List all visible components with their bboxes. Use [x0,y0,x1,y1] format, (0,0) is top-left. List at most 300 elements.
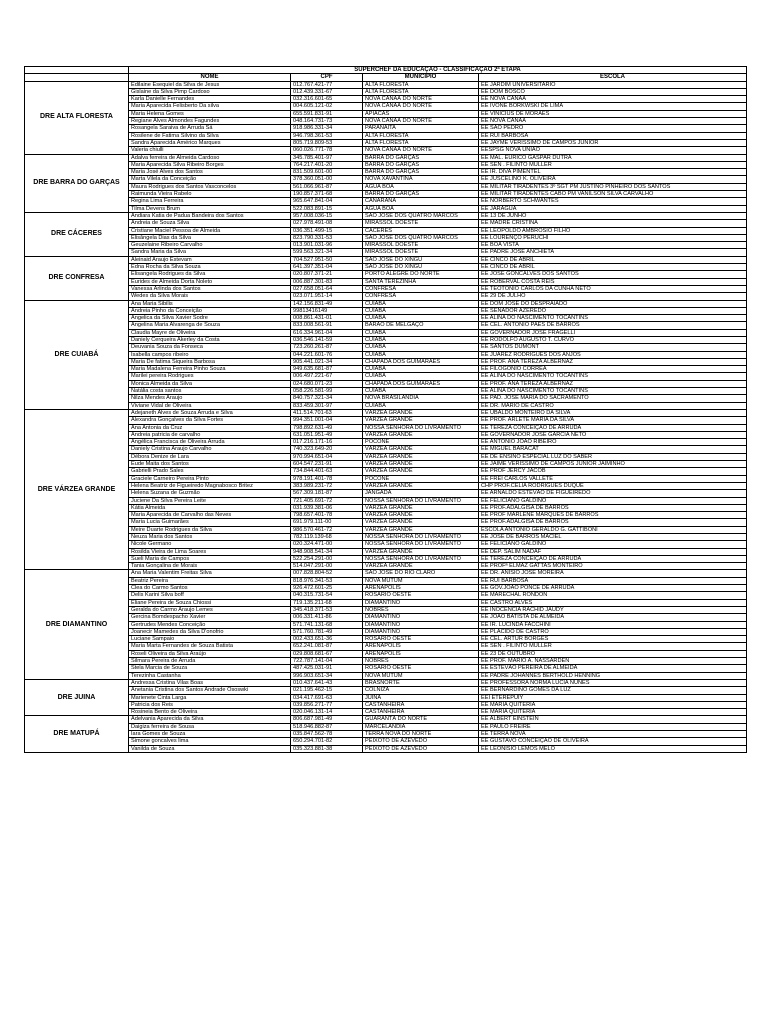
escola-cell: EE MIGUEL BARACAT [479,446,747,453]
municipio-cell: CUIABÁ [363,329,479,336]
table-body [25,81,747,752]
cpf-cell: 561.066.961-87 [291,183,363,190]
nome-cell: Ana Antonia da Cruz [129,424,291,431]
municipio-cell: ÁGUA BOA [363,183,479,190]
municipio-cell: JANGADA [363,490,479,497]
nome-cell: Maria Aparecida de Carvalho das Neves [129,512,291,519]
nome-cell: Claudia Mayre de Oliveira [129,329,291,336]
nome-cell: Maria Marta Fernandes de Souza Batista [129,643,291,650]
table-row [25,606,747,613]
municipio-cell: SÃO JOSÉ DO XINGU [363,256,479,263]
municipio-cell: BARRA DO GARÇAS [363,161,479,168]
municipio-cell: NOVA MUTUM [363,672,479,679]
municipio-cell: VÁRZEA GRANDE [363,468,479,475]
municipio-cell: VÁRZEA GRANDE [363,548,479,555]
cpf-cell: 487.425.031-91 [291,665,363,672]
table-row [25,628,747,635]
cpf-cell: 006.331.411-86 [291,614,363,621]
nome-cell: Tania Gonçalina de Morais [129,563,291,570]
nome-cell: Andreia de Souza Silva [129,220,291,227]
nome-cell: Geralda do Carmo Araujo Lemes [129,606,291,613]
nome-cell: Elisângela Dias da Silva [129,234,291,241]
municipio-cell: POCONÉ [363,439,479,446]
header-cpf: CPF [291,74,363,81]
table-row [25,672,747,679]
cpf-cell: 996.903.651-34 [291,672,363,679]
cpf-cell: 740.323.649-20 [291,446,363,453]
municipio-cell: CHAPADA DOS GUIMARÃES [363,358,479,365]
nome-cell: Rosilda Vieira de Lima Soares [129,548,291,555]
cpf-cell: 012.767.421-77 [291,81,363,88]
table-row [25,614,747,621]
nome-cell: Ana Maria Sibilis [129,300,291,307]
nome-cell: Marta Vilela da Conceição [129,176,291,183]
municipio-cell: VÁRZEA GRANDE [363,519,479,526]
cpf-cell: 978.191.401-78 [291,475,363,482]
table-row [25,147,747,154]
cpf-cell: 957.008.036-15 [291,212,363,219]
escola-cell: EE JOSE DE BARROS MACIEL [479,534,747,541]
escola-cell: EE DOM JOSE DO DESPRAIADO [479,300,747,307]
cpf-cell: 704.527.951-50 [291,256,363,263]
table-row [25,563,747,570]
nome-cell: Angelica da Silva Xavier Sodre [129,315,291,322]
table-row [25,96,747,103]
escola-cell: EE ESTEVÃO PEREIRA DE ALMEIDA [479,665,747,672]
cpf-cell: 002.433.651-36 [291,636,363,643]
escola-cell: EE ANTONIO JOÃO RIBEIRO [479,439,747,446]
table-row [25,439,747,446]
municipio-cell: CÁCERES [363,227,479,234]
escola-cell: EE PAULO FREIRE [479,723,747,730]
dre-label: DRE ALTA FLORESTA [25,81,129,154]
escola-cell: EE RODOLFO AUGUSTO T. CURVO [479,336,747,343]
nome-cell: Sueli Maria de Campos [129,555,291,562]
escola-cell: EE ALINA DO NASCIMENTO TOCANTINS [479,373,747,380]
escola-cell: EE PROF. ARLETE MARIA DA SILVA [479,417,747,424]
municipio-cell: DIAMANTINO [363,621,479,628]
cpf-cell: 604.547.231-91 [291,461,363,468]
cpf-cell: 020.807.371-21 [291,271,363,278]
cpf-cell: 345.785.401-97 [291,154,363,161]
municipio-cell: VÁRZEA GRANDE [363,526,479,533]
nome-cell: Marienete Cinta Larga [129,694,291,701]
nome-cell: Viviane Vidal de Oliveira [129,402,291,409]
nome-cell: Daniely Cristina Araujo Carvalho [129,446,291,453]
municipio-cell: ALTA FLORESTA [363,132,479,139]
escola-cell: ESCOLA ANTONIO GERALDO G. GATTIBONI [479,526,747,533]
escola-cell: EE CINCO DE ABRIL [479,256,747,263]
nome-cell: Beatriz Pereira [129,577,291,584]
municipio-cell: DIAMANTINO [363,614,479,621]
escola-cell: EESPSG NOVA UNIAO [479,147,747,154]
nome-cell: Nicole Germano [129,541,291,548]
cpf-cell: 060.026.771-78 [291,147,363,154]
municipio-cell: CUIABÁ [363,307,479,314]
cpf-cell: 926.472.601-25 [291,585,363,592]
cpf-cell: 652.241.081-87 [291,643,363,650]
escola-cell: EE JOSE GONCALVES DOS SANTOS [479,271,747,278]
nome-cell: Andressa Cristina Vilas Boas [129,679,291,686]
municipio-cell: VÁRZEA GRANDE [363,563,479,570]
nome-cell: Daigiza ferreira de Sousa [129,723,291,730]
cpf-cell: 020.324.471-00 [291,541,363,548]
municipio-cell: CUIABÁ [363,351,479,358]
cpf-cell: 986.570.461-72 [291,526,363,533]
cpf-cell: 616.334.961-04 [291,329,363,336]
escola-cell: EE CEL. ANTONIO PAES DE BARROS [479,322,747,329]
municipio-cell: ARENÁPOLIS [363,585,479,592]
title-row [25,67,747,74]
nome-cell: Neuza Maria dos Santos [129,534,291,541]
table-row [25,650,747,657]
nome-cell: Anetania Cristina dos Santos Andrade Ososwki [129,687,291,694]
cpf-cell: 99813416149 [291,307,363,314]
municipio-cell: NOBRES [363,658,479,665]
escola-cell: EE SENADOR AZEREDO [479,307,747,314]
escola-cell: EE UBALDO MONTEIRO DA SILVA [479,409,747,416]
municipio-cell: NOSSA SENHORA DO LIVRAMENTO [363,541,479,548]
table-row [25,409,747,416]
nome-cell: Maria Madalena Ferreira Pinho Souza [129,366,291,373]
nome-cell: Nilza Mendes Araujo [129,395,291,402]
table-row [25,285,747,292]
nome-cell: Ana Maria Valentim Freitas Silva [129,570,291,577]
nome-cell: Valeria chiulli [129,147,291,154]
table-row [25,570,747,577]
cpf-cell: 948.908.541-34 [291,548,363,555]
cpf-cell: 008.861.431-01 [291,315,363,322]
dre-label: DRE CÁCERES [25,212,129,256]
nome-cell: Sandra Aparecida Américo Marques [129,139,291,146]
cpf-cell: 798.657.401-78 [291,512,363,519]
escola-cell: EE SANTOS DUMONT [479,344,747,351]
municipio-cell: CONFRESA [363,285,479,292]
cpf-cell: 650.294.701-82 [291,738,363,745]
escola-cell: EE BOA VISTA [479,242,747,249]
municipio-cell: CASTANHEIRA [363,701,479,708]
municipio-cell: VÁRZEA GRANDE [363,446,479,453]
nome-cell: Maria José Alves dos Santos [129,169,291,176]
escola-cell: EE DEP. SALIM NADAF [479,548,747,555]
escola-cell: EE LEOPOLDO AMBROSIO FILHO [479,227,747,234]
table-row [25,125,747,132]
table-row [25,183,747,190]
cpf-cell: 806.687.981-49 [291,716,363,723]
escola-cell: EE ALINA DO NASCIMENTO TOCANTINS [479,315,747,322]
cpf-cell: 017.216.171-16 [291,439,363,446]
nome-cell: Maria Lucia Guimarães [129,519,291,526]
table-row [25,395,747,402]
table-row [25,110,747,117]
nome-cell: Gabrielli Prado Sales [129,468,291,475]
cpf-cell: 035.847.562-78 [291,731,363,738]
escola-cell: EE DR. ANISIO JOSE MOREIRA [479,570,747,577]
cpf-cell: 044.221.601-76 [291,351,363,358]
municipio-cell: NOSSA SENHORA DO LIVRAMENTO [363,424,479,431]
cpf-cell: 764.217.401-20 [291,161,363,168]
escola-cell: EE DOM BOSCO [479,88,747,95]
table-row [25,512,747,519]
corner-cell [25,67,129,74]
table-row [25,161,747,168]
municipio-cell: CHAPADA DOS GUIMARÃES [363,380,479,387]
table-row [25,242,747,249]
header-escola: ESCOLA [479,74,747,81]
escola-cell: EE DE ENSINO ESPECIAL LUZ DO SABER [479,453,747,460]
municipio-cell: ALTA FLORESTA [363,88,479,95]
cpf-cell: 024.680.071-23 [291,380,363,387]
cpf-cell: 641.397.351-04 [291,264,363,271]
nome-cell: Aleinaid Araujo Estevam [129,256,291,263]
table-row [25,534,747,541]
cpf-cell: 965.647.841-04 [291,198,363,205]
cpf-cell: 691.979.111-00 [291,519,363,526]
escola-cell: EE GOVERNADOR JOSÉ FRAGELLI [479,329,747,336]
municipio-cell: PEIXOTO DE AZEVEDO [363,745,479,752]
escola-cell: EE PROF MARLENE MARQUES DE BARROS [479,512,747,519]
dre-label: DRE CUIABÁ [25,300,129,409]
table-row [25,482,747,489]
cpf-cell: 946.798.361-53 [291,132,363,139]
escola-cell: EE JAIME VERISSIMO DE CAMPOS JUNIOR JAIMINHO [479,461,747,468]
municipio-cell: MIRASSOL DOESTE [363,242,479,249]
municipio-cell: SÃO JOSÉ DO XINGU [363,264,479,271]
municipio-cell: NOVA CANAÃ DO NORTE [363,96,479,103]
table-row [25,461,747,468]
nome-cell: Geuzelaine Ribeiro Carvalho [129,242,291,249]
table-row [25,417,747,424]
table-row [25,388,747,395]
cpf-cell: 411.514.701-63 [291,409,363,416]
escola-cell: EE ALINA DO NASCIMENTO TOCANTINS [479,388,747,395]
municipio-cell: VÁRZEA GRANDE [363,461,479,468]
table-row [25,344,747,351]
escola-cell: EE JAYME VERISSIMO DE CAMPOS JUNIOR [479,139,747,146]
cpf-cell: 378.360.051-00 [291,176,363,183]
cpf-cell: 383.989.231-72 [291,482,363,489]
nome-cell: Karla Danielle Fernandes [129,96,291,103]
table-row [25,205,747,212]
table-row [25,118,747,125]
municipio-cell: POCONÉ [363,475,479,482]
municipio-cell: SÃO JOSÉ DOS QUATRO MARCOS [363,212,479,219]
municipio-cell: CUIABÁ [363,300,479,307]
nome-cell: Adalva ferreira de Almeida Cardoso [129,154,291,161]
nome-cell: Maria Aparecida Felisberto Da silva [129,103,291,110]
escola-cell: EE CASTRO ALVES [479,599,747,606]
table-row [25,227,747,234]
cpf-cell: 031.939.381-06 [291,504,363,511]
municipio-cell: VÁRZEA GRANDE [363,482,479,489]
escola-cell: EE PROF JERCY JACOB [479,468,747,475]
escola-cell: EE MAL. EURICO GASPAR DUTRA [479,154,747,161]
municipio-cell: CONFRESA [363,293,479,300]
table-row [25,132,747,139]
nome-cell: Adelvania Aparecida da Silva [129,716,291,723]
cpf-cell: 036.351.499-15 [291,227,363,234]
nome-cell: Daniely Cerqueira Akerley da Costa [129,336,291,343]
table-row [25,519,747,526]
escola-cell: EE FELICIANO GALDINO [479,497,747,504]
municipio-cell: CUIABÁ [363,402,479,409]
escola-cell: EE MILITAR TIRADENTES CABO PM VANILSON SILVA CARVALHO [479,191,747,198]
cpf-cell: 571.760.781-49 [291,628,363,635]
cpf-cell: 599.563.321-34 [291,249,363,256]
escola-cell: EE IR. DIVA PIMENTEL [479,169,747,176]
municipio-cell: CUIABÁ [363,315,479,322]
cpf-cell: 518.946.882-87 [291,723,363,730]
cpf-cell: 007.828.804-52 [291,570,363,577]
table-row [25,468,747,475]
table-row [25,366,747,373]
municipio-cell: SANTA TEREZINHA [363,278,479,285]
header-row [25,74,747,81]
table-row [25,504,747,511]
nome-cell: Rosineia Bento de Oliveira [129,709,291,716]
escola-cell: EE CEL. ARTUR BORGES [479,636,747,643]
escola-cell: EE PADRE JOHANNES BERTHOLD HENNING [479,672,747,679]
escola-cell: EE MARIA QUITERIA [479,701,747,708]
cpf-cell: 010.437.641-43 [291,679,363,686]
escola-cell: EE FELICIANO GALDINO [479,541,747,548]
cpf-cell: 722.787.141-04 [291,658,363,665]
nome-cell: Joanecir Mamedes da Silva D'onofrio [129,628,291,635]
cpf-cell: 020.046.131-14 [291,709,363,716]
nome-cell: Tilma Devens Brum [129,205,291,212]
escola-cell: EE GOVERNADOR JOSE GARCIA NETO [479,431,747,438]
table-row [25,212,747,219]
escola-cell: EE ALBERT EINSTEIN [479,716,747,723]
table-row [25,198,747,205]
cpf-cell: 655.591.831-91 [291,110,363,117]
municipio-cell: NOVA CANAÃ DO NORTE [363,118,479,125]
nome-cell: Adejaneth Alves de Souza Arruda e Silva [129,409,291,416]
table-row [25,555,747,562]
nome-cell: Angelina Maria Alvarenga de Souza [129,322,291,329]
escola-cell: EE GOV.JOÃO PONCE DE ARRUDA [479,585,747,592]
cpf-cell: 142.156.831-49 [291,300,363,307]
cpf-cell: 949.635.681-87 [291,366,363,373]
classification-table [24,66,747,753]
cpf-cell: 036.546.141-59 [291,336,363,343]
table-row [25,293,747,300]
escola-cell: EE PROF. MARIO A. NASSARDEN [479,658,747,665]
cpf-cell: 831.509.601-00 [291,169,363,176]
municipio-cell: ALTA FLORESTA [363,81,479,88]
municipio-cell: ÁGUA BOA [363,205,479,212]
cpf-cell: 013.901.031-96 [291,242,363,249]
escola-cell: EE FILOGONIO CORREA [479,366,747,373]
table-row [25,665,747,672]
escola-cell: CHP PROF.CELIA RODRIGUES DUQUE [479,482,747,489]
municipio-cell: VÁRZEA GRANDE [363,409,479,416]
table-row [25,745,747,752]
escola-cell: EE IVONE BORKWSKI DE LIMA [479,103,747,110]
escola-cell: EE BERNARDINO GOMES DA LUZ [479,687,747,694]
escola-cell: EE FREI CARLOS VALLETE [479,475,747,482]
nome-cell: Maria De fatima Siqueira Barbosa [129,358,291,365]
municipio-cell: CUIABÁ [363,373,479,380]
nome-cell: Simone goncalves lima [129,738,291,745]
nome-cell: Cristiane Maciel Pessoa de Almeida [129,227,291,234]
sheet-title: SUPERCHEF DA EDUCAÇÃO - CLASSIFICAÇÃO 2ª ETAPA [129,67,747,74]
dre-label: DRE BARRA DO GARÇAS [25,154,129,212]
municipio-cell: NOVA CANAÃ DO NORTE [363,103,479,110]
escola-cell: EE TERRA NOVA [479,731,747,738]
municipio-cell: PARANAITA [363,125,479,132]
escola-cell: EE CINCO DE ABRIL [479,264,747,271]
escola-cell: EE JARDIM UNIVERSITARIO [479,81,747,88]
table-row [25,358,747,365]
cpf-cell: 719.135.211-68 [291,599,363,606]
nome-cell: Graciele Carneiro Pereira Pinto [129,475,291,482]
escola-cell: EE MARECHAL RONDON [479,592,747,599]
nome-cell: Juciene Da Silva Pereira Leite [129,497,291,504]
table-row [25,278,747,285]
nome-cell: Eurides de Almeida Dorta Noleto [129,278,291,285]
municipio-cell: MARCELÂNDIA [363,723,479,730]
escola-cell: EE PROFESSORA NORMA LUCIA NUNES [479,679,747,686]
escola-cell: EE RUI BARBOSA [479,132,747,139]
nome-cell: Isabella campos ribeiro [129,351,291,358]
municipio-cell: MIRASSOL DOESTE [363,220,479,227]
municipio-cell: VÁRZEA GRANDE [363,504,479,511]
nome-cell: Clea do Carmo Santos [129,585,291,592]
table-row [25,176,747,183]
cpf-cell: 567.309.181-87 [291,490,363,497]
municipio-cell: APIACÁS [363,110,479,117]
table-row [25,658,747,665]
nome-cell: Maria Helena Gomes [129,110,291,117]
nome-cell: Wedes da Silva Morais [129,293,291,300]
table-row [25,709,747,716]
cpf-cell: 190.857.371-68 [291,191,363,198]
table-row [25,139,747,146]
cpf-cell: 805.719.809-53 [291,139,363,146]
header-municipio: MUNICIPIO [363,74,479,81]
municipio-cell: NOSSA SENHORA DO LIVRAMENTO [363,555,479,562]
municipio-cell: CUIABÁ [363,336,479,343]
escola-cell: EE SEN . FILINTO MULLER [479,161,747,168]
nome-cell: Helena Suzana de Guzmão [129,490,291,497]
nome-cell: Elisangela Rodrigues da Silva [129,271,291,278]
nome-cell: Maria Aparecida Silva Ribeiro Borges [129,161,291,168]
escola-cell: EE LOURENÇO PERUCHI [479,234,747,241]
municipio-cell: NOSSA SENHORA DO LIVRAMENTO [363,497,479,504]
table-row [25,694,747,701]
nome-cell: Gercina Bomdespacho Xavier [129,614,291,621]
nome-cell: Edna Rocha da Silva Souza [129,264,291,271]
municipio-cell: VÁRZEA GRANDE [363,453,479,460]
dre-label: DRE MATUPÁ [25,716,129,752]
cpf-cell: 833.459.301-97 [291,402,363,409]
escola-cell: EE ROBERVAL COSTA REIS [479,278,747,285]
escola-cell: EE SAO PEDRO [479,125,747,132]
nome-cell: Vanilda de Souza [129,745,291,752]
cpf-cell: 048.164.731-73 [291,118,363,125]
nome-cell: Monica Almeida da Silva [129,380,291,387]
cpf-cell: 035.323.881-38 [291,745,363,752]
cpf-cell: 994.351.001-04 [291,417,363,424]
table-row [25,446,747,453]
table-row [25,307,747,314]
escola-cell: EEI ETEREPUIY [479,694,747,701]
table-row [25,548,747,555]
nome-cell: Raimunda Vieira Rabelo [129,191,291,198]
nome-cell: Silmara Pereira de Arruda [129,658,291,665]
table-row [25,431,747,438]
